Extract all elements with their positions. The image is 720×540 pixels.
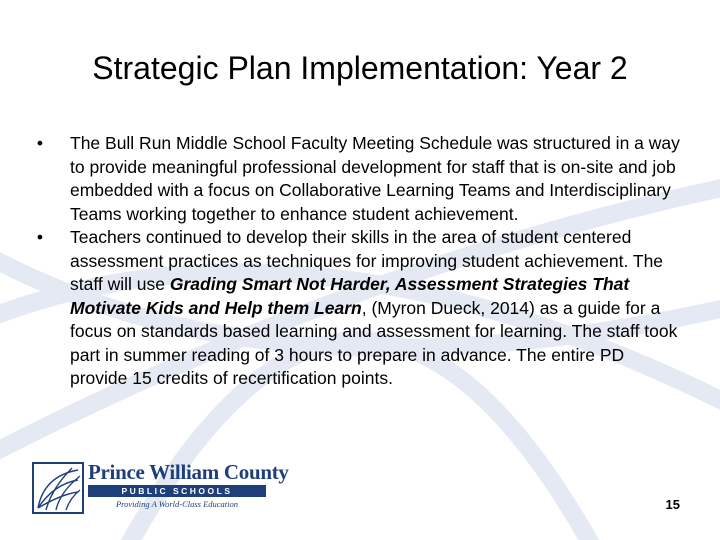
- logo-text-block: [88, 460, 289, 511]
- bullet-marker: •: [36, 133, 44, 153]
- logo-subtitle: PUBLIC SCHOOLS: [88, 485, 266, 497]
- globe-icon: [32, 462, 84, 514]
- bullet-item: [30, 132, 680, 226]
- logo-name: Prince William County: [88, 460, 289, 484]
- bullet-marker: •: [36, 227, 44, 247]
- logo-tagline: Providing A World-Class Education: [115, 499, 239, 509]
- slide-title: Strategic Plan Implementation: Year 2: [92, 50, 628, 86]
- bullet-text: Teachers continued to develop their skills in the area of student centered assessment practices as techniques for improving student achievement. The staff will use: [70, 227, 664, 294]
- bullet-text: The Bull Run Middle School Faculty Meeting Schedule was structured in a way to provide meaningful professional development for staff that is on-site and job embedded with a focus on Collaborative Learning Teams and Interdisciplinary Teams working together to enhance student achievement.: [70, 133, 680, 224]
- bullet-item: [30, 226, 680, 391]
- pwcs-logo: [32, 460, 289, 515]
- bullet-text-continued: , (Myron Dueck, 2014) as a guide for a focus on standards based learning and assessment for learning. The staff took part in summer reading of 3 hours to prepare in advance. The entire PD provide 15 credits of recertification points.: [70, 297, 678, 388]
- book-title: Grading Smart Not Harder, Assessment Strategies That Motivate Kids and Help them Learn: [70, 274, 630, 318]
- page-number: 15: [665, 497, 680, 512]
- bullet-list: [30, 132, 680, 391]
